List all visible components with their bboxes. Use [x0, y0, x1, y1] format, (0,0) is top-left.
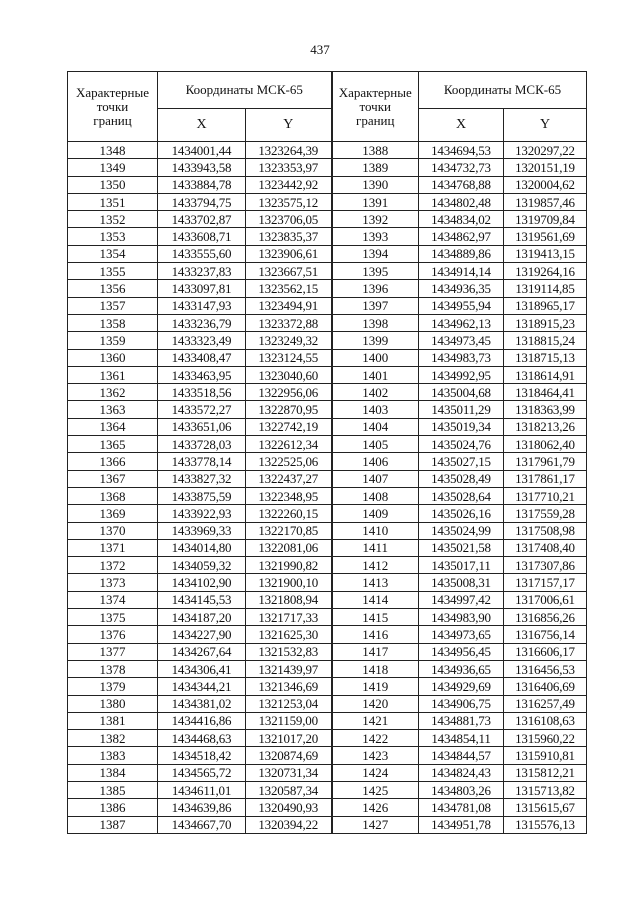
y-value-right: 1317961,79: [504, 453, 587, 470]
y-value-left: 1322260,15: [246, 505, 332, 522]
point-number-left: 1370: [68, 522, 158, 539]
x-value-right: 1434983,73: [419, 349, 504, 366]
point-number-left: 1387: [68, 816, 158, 833]
x-value-right: 1434854,11: [419, 730, 504, 747]
x-value-left: 1433875,59: [158, 487, 246, 504]
y-value-left: 1320394,22: [246, 816, 332, 833]
table-row: [68, 263, 587, 280]
y-value-right: 1315576,13: [504, 816, 587, 833]
table-row: [68, 660, 587, 677]
x-value-right: 1434824,43: [419, 764, 504, 781]
point-number-left: 1350: [68, 176, 158, 193]
table-row: [68, 678, 587, 695]
y-value-right: 1318965,17: [504, 297, 587, 314]
x-value-right: 1434862,97: [419, 228, 504, 245]
y-value-right: 1320297,22: [504, 142, 587, 159]
table-row: [68, 539, 587, 556]
x-value-left: 1434416,86: [158, 712, 246, 729]
point-number-right: 1390: [332, 176, 419, 193]
y-value-right: 1320004,62: [504, 176, 587, 193]
y-value-right: 1315960,22: [504, 730, 587, 747]
x-value-left: 1433778,14: [158, 453, 246, 470]
point-number-right: 1415: [332, 609, 419, 626]
point-number-left: 1375: [68, 609, 158, 626]
x-value-left: 1433236,79: [158, 314, 246, 331]
y-value-right: 1315812,21: [504, 764, 587, 781]
y-value-right: 1317710,21: [504, 487, 587, 504]
table-row: [68, 453, 587, 470]
header-row-top: [68, 72, 587, 109]
point-number-right: 1396: [332, 280, 419, 297]
table-row: [68, 142, 587, 159]
y-value-left: 1323124,55: [246, 349, 332, 366]
table-row: [68, 349, 587, 366]
x-value-right: 1434936,65: [419, 660, 504, 677]
point-number-left: 1380: [68, 695, 158, 712]
y-value-left: 1323575,12: [246, 193, 332, 210]
table-row: [68, 574, 587, 591]
y-value-right: 1318915,23: [504, 314, 587, 331]
point-number-right: 1419: [332, 678, 419, 695]
y-value-left: 1323442,92: [246, 176, 332, 193]
x-value-right: 1434983,90: [419, 609, 504, 626]
table-row: [68, 712, 587, 729]
y-value-left: 1323372,88: [246, 314, 332, 331]
point-number-right: 1398: [332, 314, 419, 331]
point-number-right: 1414: [332, 591, 419, 608]
y-value-right: 1318815,24: [504, 332, 587, 349]
y-value-left: 1321625,30: [246, 626, 332, 643]
y-value-right: 1315910,81: [504, 747, 587, 764]
y-value-left: 1321900,10: [246, 574, 332, 591]
x-header-right: X: [419, 109, 504, 142]
points-header-line3: границ: [356, 112, 395, 128]
x-value-right: 1434929,69: [419, 678, 504, 695]
y-value-left: 1322525,06: [246, 453, 332, 470]
table-row: [68, 176, 587, 193]
x-value-right: 1434962,13: [419, 314, 504, 331]
x-value-right: 1434781,08: [419, 799, 504, 816]
points-header-left: [68, 72, 158, 142]
y-value-right: 1316856,26: [504, 609, 587, 626]
y-value-left: 1320874,69: [246, 747, 332, 764]
y-value-right: 1317006,61: [504, 591, 587, 608]
point-number-right: 1395: [332, 263, 419, 280]
x-value-left: 1434001,44: [158, 142, 246, 159]
x-value-left: 1433555,60: [158, 245, 246, 262]
x-value-right: 1435028,64: [419, 487, 504, 504]
y-value-right: 1318062,40: [504, 436, 587, 453]
x-value-left: 1434344,21: [158, 678, 246, 695]
y-value-left: 1321017,20: [246, 730, 332, 747]
point-number-left: 1377: [68, 643, 158, 660]
point-number-right: 1399: [332, 332, 419, 349]
x-value-left: 1434227,90: [158, 626, 246, 643]
y-value-left: 1322170,85: [246, 522, 332, 539]
table-row: [68, 781, 587, 798]
x-value-left: 1434059,32: [158, 557, 246, 574]
y-value-left: 1322081,06: [246, 539, 332, 556]
y-value-left: 1323249,32: [246, 332, 332, 349]
x-value-right: 1435019,34: [419, 418, 504, 435]
y-value-left: 1322742,19: [246, 418, 332, 435]
y-value-right: 1318464,41: [504, 384, 587, 401]
x-value-right: 1434997,42: [419, 591, 504, 608]
y-value-left: 1322956,06: [246, 384, 332, 401]
y-value-right: 1320151,19: [504, 159, 587, 176]
y-value-right: 1316406,69: [504, 678, 587, 695]
y-value-right: 1316257,49: [504, 695, 587, 712]
x-value-right: 1434936,35: [419, 280, 504, 297]
x-value-left: 1433702,87: [158, 211, 246, 228]
point-number-left: 1349: [68, 159, 158, 176]
point-number-left: 1348: [68, 142, 158, 159]
point-number-right: 1400: [332, 349, 419, 366]
x-value-right: 1434992,95: [419, 366, 504, 383]
x-value-right: 1434844,57: [419, 747, 504, 764]
y-value-right: 1316108,63: [504, 712, 587, 729]
x-value-left: 1434468,63: [158, 730, 246, 747]
x-value-right: 1434956,45: [419, 643, 504, 660]
table-row: [68, 159, 587, 176]
x-value-right: 1434881,73: [419, 712, 504, 729]
x-value-right: 1435028,49: [419, 470, 504, 487]
x-value-right: 1434914,14: [419, 263, 504, 280]
x-value-right: 1434955,94: [419, 297, 504, 314]
point-number-left: 1383: [68, 747, 158, 764]
y-value-left: 1321439,97: [246, 660, 332, 677]
y-value-left: 1323706,05: [246, 211, 332, 228]
points-header-right: [332, 72, 419, 142]
x-value-left: 1433651,06: [158, 418, 246, 435]
x-value-right: 1434906,75: [419, 695, 504, 712]
table-row: [68, 557, 587, 574]
x-value-right: 1435004,68: [419, 384, 504, 401]
y-value-right: 1319561,69: [504, 228, 587, 245]
table-row: [68, 436, 587, 453]
point-number-right: 1413: [332, 574, 419, 591]
point-number-left: 1382: [68, 730, 158, 747]
y-value-right: 1317508,98: [504, 522, 587, 539]
point-number-left: 1368: [68, 487, 158, 504]
table-row: [68, 816, 587, 833]
point-number-right: 1411: [332, 539, 419, 556]
table-row: [68, 643, 587, 660]
point-number-right: 1425: [332, 781, 419, 798]
y-value-left: 1322612,34: [246, 436, 332, 453]
point-number-left: 1365: [68, 436, 158, 453]
y-value-left: 1321346,69: [246, 678, 332, 695]
x-value-left: 1434102,90: [158, 574, 246, 591]
y-value-right: 1317861,17: [504, 470, 587, 487]
y-value-right: 1317408,40: [504, 539, 587, 556]
points-header-line2: точки: [359, 98, 391, 114]
x-value-left: 1434187,20: [158, 609, 246, 626]
table-row: [68, 280, 587, 297]
table-row: [68, 764, 587, 781]
point-number-right: 1402: [332, 384, 419, 401]
point-number-right: 1391: [332, 193, 419, 210]
y-value-left: 1321159,00: [246, 712, 332, 729]
x-value-right: 1434802,48: [419, 193, 504, 210]
x-header-left: X: [158, 109, 246, 142]
y-value-left: 1322348,95: [246, 487, 332, 504]
y-value-left: 1322437,27: [246, 470, 332, 487]
page-number: 437: [310, 42, 330, 57]
y-value-right: 1318715,13: [504, 349, 587, 366]
point-number-right: 1416: [332, 626, 419, 643]
x-value-left: 1434145,53: [158, 591, 246, 608]
x-value-right: 1434803,26: [419, 781, 504, 798]
x-value-left: 1433922,93: [158, 505, 246, 522]
point-number-right: 1417: [332, 643, 419, 660]
x-value-right: 1434889,86: [419, 245, 504, 262]
x-value-left: 1433608,71: [158, 228, 246, 245]
x-value-left: 1433097,81: [158, 280, 246, 297]
y-value-left: 1322870,95: [246, 401, 332, 418]
x-value-right: 1434973,45: [419, 332, 504, 349]
point-number-left: 1362: [68, 384, 158, 401]
point-number-left: 1381: [68, 712, 158, 729]
y-value-left: 1320731,34: [246, 764, 332, 781]
point-number-left: 1364: [68, 418, 158, 435]
y-value-right: 1319709,84: [504, 211, 587, 228]
point-number-right: 1412: [332, 557, 419, 574]
point-number-left: 1352: [68, 211, 158, 228]
x-value-left: 1433794,75: [158, 193, 246, 210]
point-number-right: 1397: [332, 297, 419, 314]
point-number-left: 1367: [68, 470, 158, 487]
point-number-left: 1357: [68, 297, 158, 314]
point-number-right: 1409: [332, 505, 419, 522]
point-number-right: 1401: [332, 366, 419, 383]
x-value-right: 1434834,02: [419, 211, 504, 228]
x-value-left: 1434611,01: [158, 781, 246, 798]
y-value-right: 1316606,17: [504, 643, 587, 660]
x-value-left: 1433943,58: [158, 159, 246, 176]
point-number-left: 1366: [68, 453, 158, 470]
x-value-right: 1435008,31: [419, 574, 504, 591]
point-number-left: 1373: [68, 574, 158, 591]
coords-header-left: Координаты МСК-65: [158, 72, 332, 109]
point-number-left: 1363: [68, 401, 158, 418]
y-value-left: 1323835,37: [246, 228, 332, 245]
table-row: [68, 245, 587, 262]
table-row: [68, 193, 587, 210]
x-value-right: 1434951,78: [419, 816, 504, 833]
point-number-left: 1386: [68, 799, 158, 816]
point-number-right: 1424: [332, 764, 419, 781]
table-row: [68, 730, 587, 747]
y-value-left: 1321990,82: [246, 557, 332, 574]
x-value-right: 1434732,73: [419, 159, 504, 176]
point-number-left: 1351: [68, 193, 158, 210]
table-row: [68, 626, 587, 643]
y-value-right: 1317157,17: [504, 574, 587, 591]
point-number-left: 1376: [68, 626, 158, 643]
y-value-left: 1323667,51: [246, 263, 332, 280]
point-number-right: 1393: [332, 228, 419, 245]
table-row: [68, 228, 587, 245]
point-number-left: 1372: [68, 557, 158, 574]
point-number-right: 1407: [332, 470, 419, 487]
x-value-left: 1434639,86: [158, 799, 246, 816]
point-number-left: 1371: [68, 539, 158, 556]
y-value-left: 1323353,97: [246, 159, 332, 176]
table-body: [68, 142, 587, 834]
point-number-left: 1360: [68, 349, 158, 366]
x-value-left: 1434518,42: [158, 747, 246, 764]
point-number-right: 1389: [332, 159, 419, 176]
y-value-right: 1316456,53: [504, 660, 587, 677]
x-value-left: 1433728,03: [158, 436, 246, 453]
y-value-right: 1318363,99: [504, 401, 587, 418]
point-number-left: 1354: [68, 245, 158, 262]
table-row: [68, 505, 587, 522]
coordinates-table: [67, 71, 587, 834]
points-header-line1: Характерные: [76, 84, 149, 100]
point-number-left: 1353: [68, 228, 158, 245]
y-value-right: 1319413,15: [504, 245, 587, 262]
point-number-right: 1427: [332, 816, 419, 833]
y-value-left: 1320587,34: [246, 781, 332, 798]
table-row: [68, 297, 587, 314]
x-value-left: 1434565,72: [158, 764, 246, 781]
x-value-right: 1434973,65: [419, 626, 504, 643]
y-value-right: 1315615,67: [504, 799, 587, 816]
x-value-left: 1434381,02: [158, 695, 246, 712]
point-number-right: 1405: [332, 436, 419, 453]
y-header-left: Y: [246, 109, 332, 142]
y-value-left: 1323494,91: [246, 297, 332, 314]
x-value-left: 1433969,33: [158, 522, 246, 539]
point-number-right: 1406: [332, 453, 419, 470]
x-value-left: 1433572,27: [158, 401, 246, 418]
y-value-right: 1318213,26: [504, 418, 587, 435]
point-number-left: 1356: [68, 280, 158, 297]
y-value-left: 1323264,39: [246, 142, 332, 159]
table-row: [68, 522, 587, 539]
x-value-left: 1434267,64: [158, 643, 246, 660]
y-value-right: 1317559,28: [504, 505, 587, 522]
y-value-right: 1316756,14: [504, 626, 587, 643]
x-value-left: 1433147,93: [158, 297, 246, 314]
point-number-right: 1410: [332, 522, 419, 539]
table-row: [68, 470, 587, 487]
y-value-left: 1321808,94: [246, 591, 332, 608]
y-header-right: Y: [504, 109, 587, 142]
point-number-right: 1403: [332, 401, 419, 418]
x-value-left: 1433237,83: [158, 263, 246, 280]
point-number-right: 1426: [332, 799, 419, 816]
point-number-right: 1422: [332, 730, 419, 747]
x-value-right: 1435021,58: [419, 539, 504, 556]
point-number-right: 1420: [332, 695, 419, 712]
point-number-right: 1421: [332, 712, 419, 729]
table-row: [68, 799, 587, 816]
table-row: [68, 609, 587, 626]
x-value-left: 1433323,49: [158, 332, 246, 349]
point-number-left: 1359: [68, 332, 158, 349]
point-number-right: 1408: [332, 487, 419, 504]
y-value-left: 1321532,83: [246, 643, 332, 660]
x-value-left: 1433827,32: [158, 470, 246, 487]
table-row: [68, 366, 587, 383]
x-value-left: 1434014,80: [158, 539, 246, 556]
x-value-left: 1434667,70: [158, 816, 246, 833]
points-header-line3: границ: [93, 112, 132, 128]
table-row: [68, 591, 587, 608]
x-value-right: 1435026,16: [419, 505, 504, 522]
table-row: [68, 695, 587, 712]
y-value-right: 1319264,16: [504, 263, 587, 280]
y-value-left: 1323040,60: [246, 366, 332, 383]
point-number-left: 1384: [68, 764, 158, 781]
table-row: [68, 747, 587, 764]
y-value-left: 1320490,93: [246, 799, 332, 816]
point-number-right: 1404: [332, 418, 419, 435]
table-row: [68, 314, 587, 331]
point-number-left: 1374: [68, 591, 158, 608]
point-number-left: 1361: [68, 366, 158, 383]
point-number-left: 1355: [68, 263, 158, 280]
x-value-right: 1435024,76: [419, 436, 504, 453]
y-value-right: 1318614,91: [504, 366, 587, 383]
x-value-right: 1435024,99: [419, 522, 504, 539]
x-value-right: 1435027,15: [419, 453, 504, 470]
x-value-right: 1434768,88: [419, 176, 504, 193]
point-number-right: 1394: [332, 245, 419, 262]
x-value-left: 1433518,56: [158, 384, 246, 401]
point-number-left: 1385: [68, 781, 158, 798]
y-value-left: 1323562,15: [246, 280, 332, 297]
point-number-right: 1418: [332, 660, 419, 677]
y-value-left: 1321253,04: [246, 695, 332, 712]
y-value-right: 1319857,46: [504, 193, 587, 210]
point-number-right: 1392: [332, 211, 419, 228]
y-value-left: 1323906,61: [246, 245, 332, 262]
coords-header-right: Координаты МСК-65: [419, 72, 587, 109]
table-row: [68, 401, 587, 418]
x-value-left: 1433884,78: [158, 176, 246, 193]
point-number-left: 1369: [68, 505, 158, 522]
y-value-right: 1317307,86: [504, 557, 587, 574]
point-number-left: 1378: [68, 660, 158, 677]
point-number-left: 1358: [68, 314, 158, 331]
point-number-right: 1423: [332, 747, 419, 764]
points-header-line1: Характерные: [338, 84, 412, 100]
x-value-right: 1434694,53: [419, 142, 504, 159]
x-value-left: 1433408,47: [158, 349, 246, 366]
y-value-left: 1321717,33: [246, 609, 332, 626]
table-row: [68, 384, 587, 401]
x-value-right: 1435017,11: [419, 557, 504, 574]
table-row: [68, 487, 587, 504]
y-value-right: 1319114,85: [504, 280, 587, 297]
point-number-right: 1388: [332, 142, 419, 159]
x-value-right: 1435011,29: [419, 401, 504, 418]
point-number-left: 1379: [68, 678, 158, 695]
x-value-left: 1434306,41: [158, 660, 246, 677]
y-value-right: 1315713,82: [504, 781, 587, 798]
table-row: [68, 418, 587, 435]
table-row: [68, 332, 587, 349]
x-value-left: 1433463,95: [158, 366, 246, 383]
table-row: [68, 211, 587, 228]
points-header-line2: точки: [96, 98, 129, 114]
